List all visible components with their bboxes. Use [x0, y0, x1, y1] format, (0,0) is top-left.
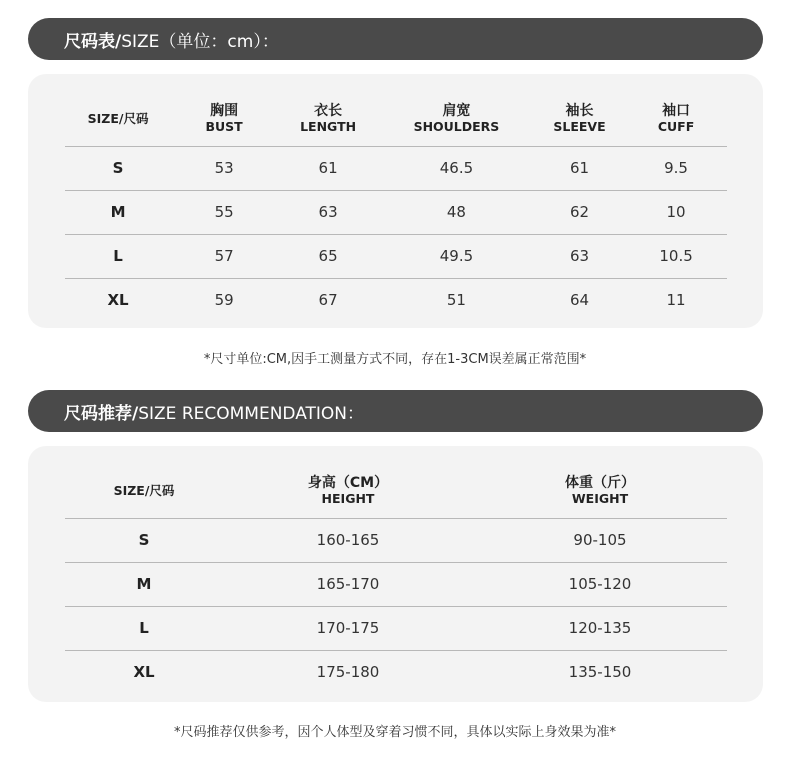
- cuff-cell: 10.5: [659, 247, 693, 265]
- shoulders-cell: 49.5: [439, 247, 474, 265]
- weight-cell: 105-120: [568, 575, 632, 593]
- cuff-cell: 11: [666, 291, 686, 310]
- recommendation-subtitle: SIZE RECOMMENDATION：: [138, 403, 365, 424]
- header-size: SIZE/尺码: [87, 110, 149, 126]
- cuff-cell: 10: [666, 203, 686, 221]
- height-cell: 160-165: [316, 531, 380, 549]
- size-chart-title: 尺码表/: [64, 31, 122, 52]
- recommendation-card: [28, 446, 763, 702]
- size-chart-banner: [28, 18, 763, 60]
- size-chart-card: [28, 74, 763, 328]
- shoulders-cell: 51: [446, 291, 466, 310]
- header-sleeve: 袖长 SLEEVE: [553, 102, 606, 134]
- height-cell: 175-180: [316, 663, 380, 682]
- bust-cell: 55: [214, 203, 234, 221]
- header-shoulders: 肩宽 SHOULDERS: [413, 102, 500, 134]
- bust-cell: 59: [214, 291, 234, 310]
- size-cell: M: [110, 203, 126, 221]
- sleeve-cell: 62: [569, 203, 590, 221]
- weight-cell: 120-135: [568, 619, 632, 637]
- cuff-cell: 9.5: [664, 159, 688, 177]
- bust-cell: 57: [214, 247, 234, 265]
- table-row: [65, 650, 727, 694]
- size-cell: M: [136, 575, 152, 593]
- height-cell: 170-175: [316, 619, 380, 637]
- header-size: SIZE/尺码: [113, 482, 175, 498]
- weight-cell: 135-150: [568, 663, 632, 682]
- sleeve-cell: 61: [569, 159, 590, 177]
- size-cell: XL: [107, 291, 129, 310]
- recommendation-banner: [28, 390, 763, 432]
- height-cell: 165-170: [316, 575, 380, 593]
- size-cell: L: [113, 247, 123, 265]
- header-bust: 胸围 BUST: [205, 102, 243, 134]
- length-cell: 65: [318, 247, 338, 265]
- size-cell: L: [139, 619, 149, 637]
- table-row: [65, 518, 727, 562]
- recommendation-header-row: [65, 464, 727, 518]
- size-cell: S: [112, 159, 124, 177]
- table-row: [65, 606, 727, 650]
- length-cell: 67: [318, 291, 338, 310]
- recommendation-title: 尺码推荐/: [64, 403, 139, 424]
- shoulders-cell: 46.5: [439, 159, 474, 177]
- length-cell: 61: [318, 159, 338, 177]
- size-chart-table: [65, 92, 727, 322]
- shoulders-cell: 48: [446, 203, 466, 221]
- size-chart-header-row: [65, 92, 727, 146]
- table-row: [65, 234, 727, 278]
- sleeve-cell: 64: [569, 291, 590, 310]
- size-cell: XL: [133, 663, 155, 682]
- size-cell: S: [138, 531, 150, 549]
- weight-cell: 90-105: [573, 531, 627, 549]
- size-chart-note: *尺寸单位:CM,因手工测量方式不同，存在1-3CM误差属正常范围*: [203, 352, 587, 367]
- size-chart-subtitle: SIZE（单位：cm）：: [121, 31, 279, 52]
- length-cell: 63: [318, 203, 338, 221]
- sleeve-cell: 63: [569, 247, 590, 265]
- recommendation-table: [65, 464, 727, 694]
- bust-cell: 53: [214, 159, 234, 177]
- recommendation-note: *尺码推荐仅供参考，因个人体型及穿着习惯不同，具体以实际上身效果为准*: [173, 725, 616, 740]
- header-length: 衣长 LENGTH: [300, 102, 357, 134]
- table-row: [65, 562, 727, 606]
- table-row: [65, 278, 727, 322]
- table-row: [65, 146, 727, 190]
- header-height: 身高（CM） HEIGHT: [307, 474, 389, 506]
- header-weight: 体重（斤） WEIGHT: [565, 474, 635, 506]
- header-cuff: 袖口 CUFF: [657, 102, 695, 134]
- table-row: [65, 190, 727, 234]
